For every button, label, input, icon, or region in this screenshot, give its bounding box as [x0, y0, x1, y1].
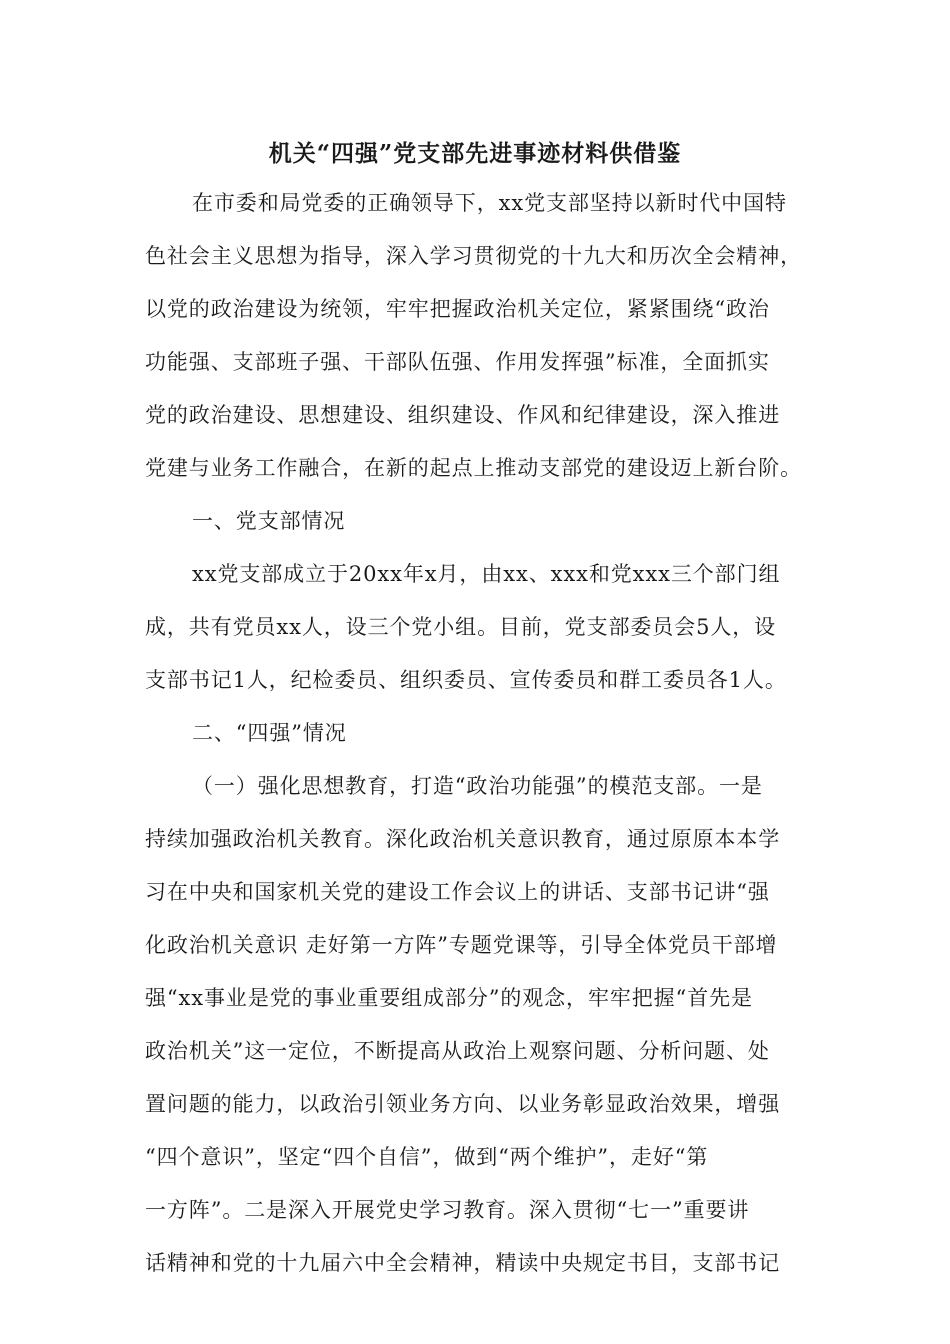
paragraph-line: 在市委和局党委的正确领导下，xx党支部坚持以新时代中国特: [192, 191, 787, 215]
paragraph-line: 化政治机关意识 走好第一方阵”专题党课等，引导全体党员干部增: [145, 933, 778, 957]
paragraph-line: 党建与业务工作融合，在新的起点上推动支部党的建设迈上新台阶。: [145, 456, 802, 480]
paragraph-line: 以党的政治建设为统领，牢牢把握政治机关定位，紧紧围绕“政治: [145, 297, 770, 321]
paragraph-line: 置问题的能力，以政治引领业务方向、以业务彰显政治效果，增强: [145, 1092, 781, 1116]
paragraph-line: 一方阵”。二是深入开展党史学习教育。深入贯彻“七一”重要讲: [145, 1198, 750, 1222]
paragraph-line: 成，共有党员xx人，设三个党小组。目前，党支部委员会5人，设: [145, 615, 777, 639]
paragraph-line: 功能强、支部班子强、干部队伍强、作用发挥强”标准，全面抓实: [145, 350, 770, 374]
paragraph-line: 党的政治建设、思想建设、组织建设、作风和纪律建设，深入推进: [145, 403, 781, 427]
paragraph-line: 习在中央和国家机关党的建设工作会议上的讲话、支部书记讲“强: [145, 880, 770, 904]
paragraph-line: 支部书记1人，纪检委员、组织委员、宣传委员和群工委员各1人。: [145, 668, 787, 692]
document-title: 机关“四强”党支部先进事迹材料供借鉴: [268, 140, 682, 167]
paragraph-line: 持续加强政治机关教育。深化政治机关意识教育，通过原原本本学: [145, 827, 781, 851]
paragraph-line: 色社会主义思想为指导，深入学习贯彻党的十九大和历次全会精神，: [145, 244, 802, 268]
paragraph-line: xx党支部成立于20xx年x月，由xx、xxx和党xxx三个部门组: [192, 562, 781, 586]
section-heading: 二、“四强”情况: [192, 721, 347, 745]
paragraph-line: “四个意识”，坚定“四个自信”，做到“两个维护”，走好“第: [145, 1145, 709, 1169]
paragraph-line: 政治机关”这一定位，不断提高从政治上观察问题、分析问题、处: [145, 1039, 770, 1063]
paragraph-line: 强“xx事业是党的事业重要组成部分”的观念，牢牢把握“首先是: [145, 986, 753, 1010]
paragraph-line: 话精神和党的十九届六中全会精神，精读中央规定书目，支部书记: [145, 1251, 781, 1275]
section-heading: 一、党支部情况: [192, 509, 346, 533]
paragraph-line: （一）强化思想教育，打造“政治功能强”的模范支部。一是: [192, 774, 763, 798]
